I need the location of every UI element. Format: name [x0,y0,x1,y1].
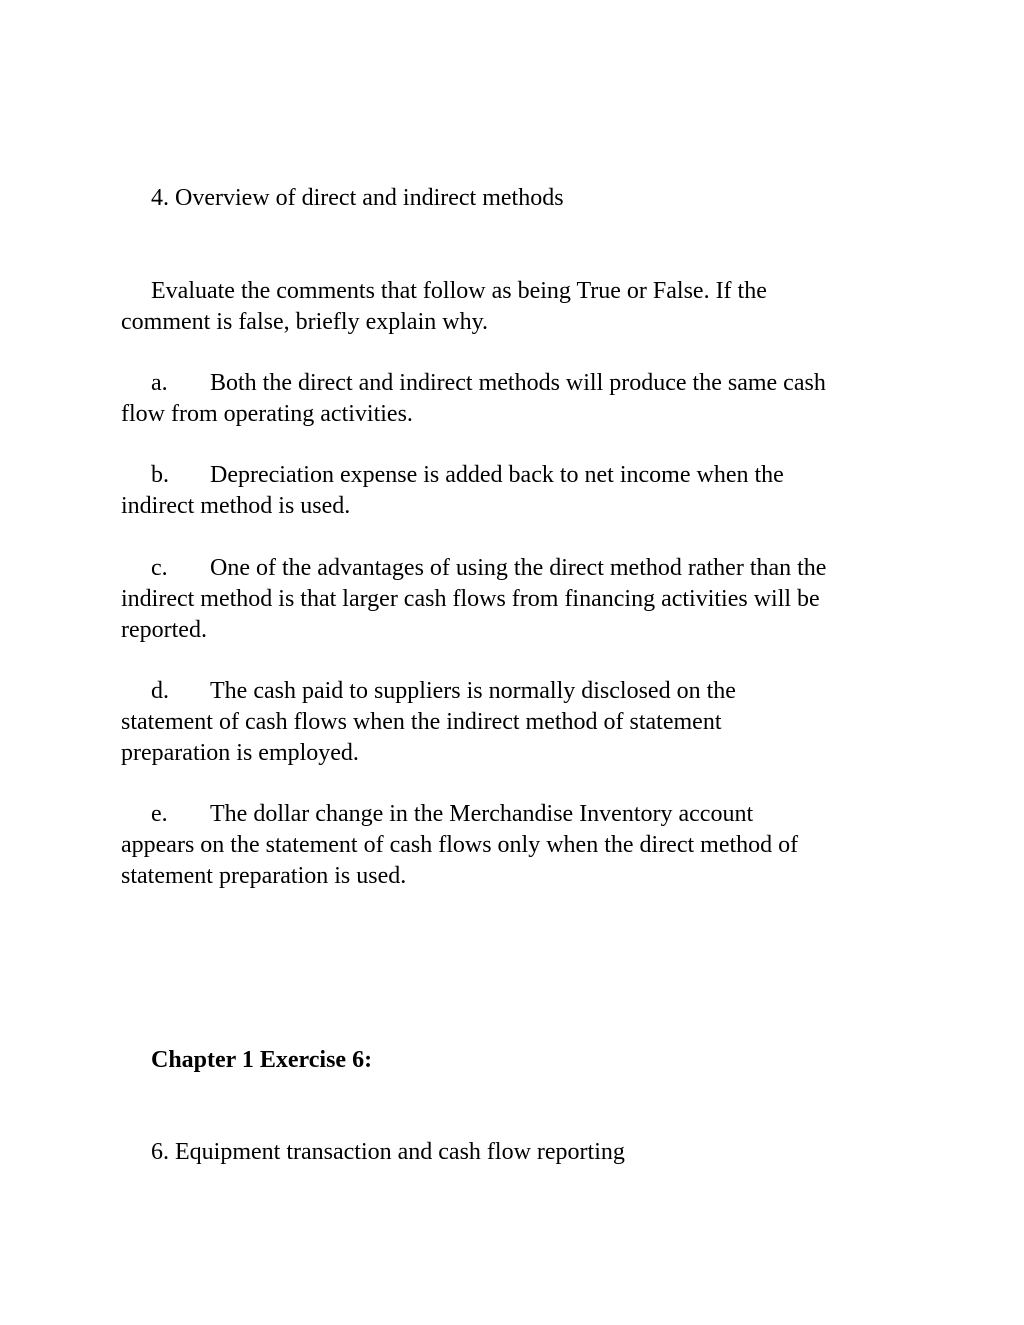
item-d-marker: d. [151,678,169,704]
item-a-first-line [151,368,826,399]
item-b-line-2: indirect method is used. [121,493,351,519]
item-e-text: The dollar change in the Merchandise Inventory account [210,801,754,827]
item-b-first-line [151,460,784,491]
item-d-first-line [151,676,736,707]
item-e-line-2: appears on the statement of cash flows only when the direct method of [121,832,799,858]
item-b-text: Depreciation expense is added back to net income when the [210,462,784,488]
item-e-line-3: statement preparation is used. [121,863,407,889]
item-d-text: The cash paid to suppliers is normally disclosed on the [210,678,736,704]
item-a-marker: a. [151,370,168,396]
item-c-marker: c. [151,555,168,581]
item-d-line-3: preparation is employed. [121,740,359,766]
item-c-line-2: indirect method is that larger cash flows from financing activities will be [121,586,820,612]
instructions-line-1: Evaluate the comments that follow as being True or False. If the [151,278,767,304]
chapter-heading: Chapter 1 Exercise 6: [151,1047,373,1073]
item-d-line-2: statement of cash flows when the indirect method of statement [121,709,722,735]
item-e-marker: e. [151,801,168,827]
item-c-line-3: reported. [121,617,207,643]
item-e-first-line [151,799,753,830]
item-a-text: Both the direct and indirect methods will produce the same cash [210,370,826,396]
item-b-marker: b. [151,462,169,488]
section-6-heading: 6. Equipment transaction and cash flow reporting [151,1139,625,1165]
item-a-line-2: flow from operating activities. [121,401,413,427]
instructions-line-2: comment is false, briefly explain why. [121,309,489,335]
section-4-heading: 4. Overview of direct and indirect methods [151,185,564,211]
item-c-first-line [151,553,826,584]
item-c-text: One of the advantages of using the direct method rather than the [210,555,827,581]
